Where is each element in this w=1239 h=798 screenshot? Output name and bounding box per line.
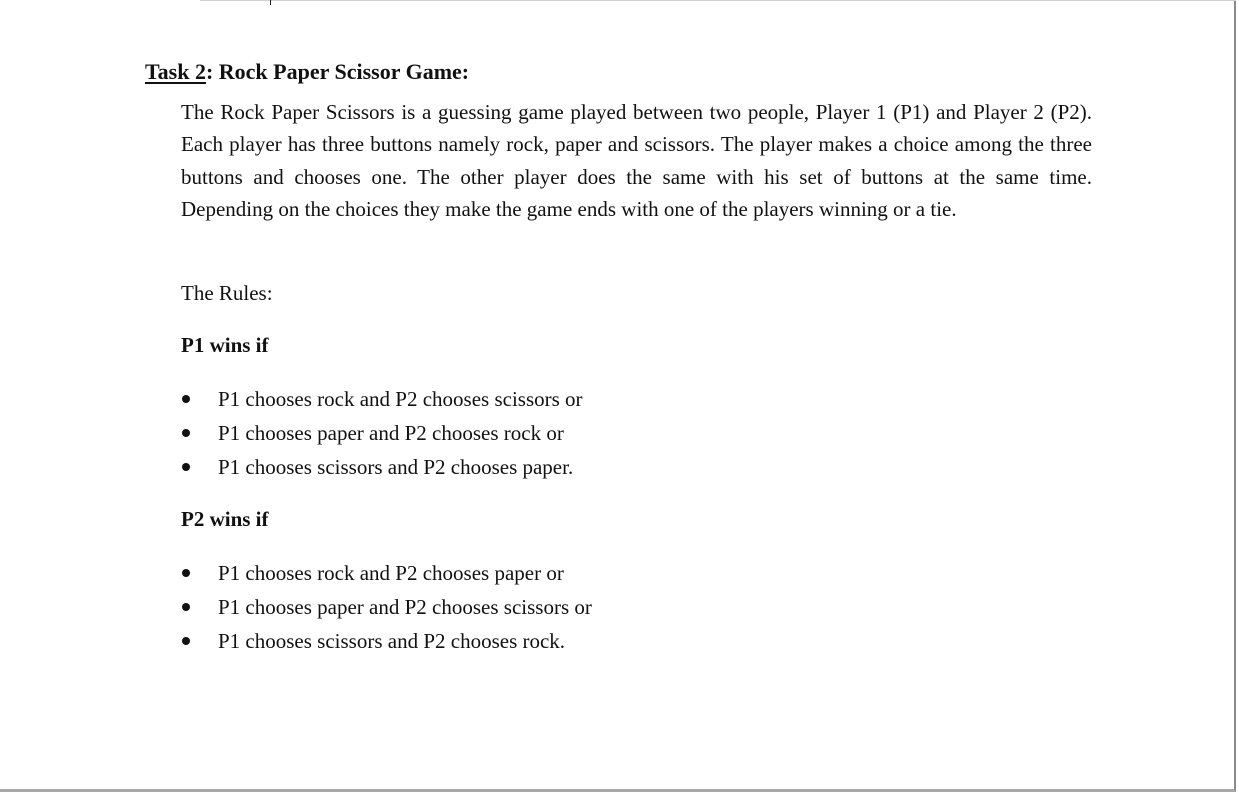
p1-wins-heading: P1 wins if (181, 333, 269, 357)
bullet-icon (182, 463, 190, 471)
task-heading (145, 58, 469, 86)
task-number-label: Task 2 (145, 59, 206, 84)
rules-label: The Rules: (181, 281, 273, 305)
p2-wins-heading: P2 wins if (181, 507, 269, 531)
rule-text: P1 chooses rock and P2 chooses paper or (218, 561, 564, 585)
bullet-icon (182, 395, 190, 403)
task-title: : Rock Paper Scissor Game: (205, 59, 470, 84)
intro-paragraph: The Rock Paper Scissors is a guessing game played between two people, Player 1 (P1) and Player 2 (P2). Each player has three buttons namely rock, paper and scissors. The player makes a choice among the three buttons and chooses one. The other player does the same with his set of buttons at the same time. Depending on the choices they make the game ends with one of the players winning or a tie. (181, 100, 1092, 222)
previous-page-edge (200, 0, 1236, 1)
rule-text: P1 chooses paper and P2 chooses rock or (218, 421, 564, 445)
bullet-icon (182, 429, 190, 437)
bullet-icon (182, 637, 190, 645)
rule-text: P1 chooses scissors and P2 chooses rock. (218, 629, 566, 653)
rule-text: P1 chooses rock and P2 chooses scissors or (218, 387, 583, 411)
rule-text: P1 chooses paper and P2 chooses scissors or (218, 595, 592, 619)
rule-text: P1 chooses scissors and P2 chooses paper. (218, 455, 574, 479)
bullet-icon (182, 569, 190, 577)
bullet-icon (182, 603, 190, 611)
cut-off-character-fragment (270, 0, 279, 5)
